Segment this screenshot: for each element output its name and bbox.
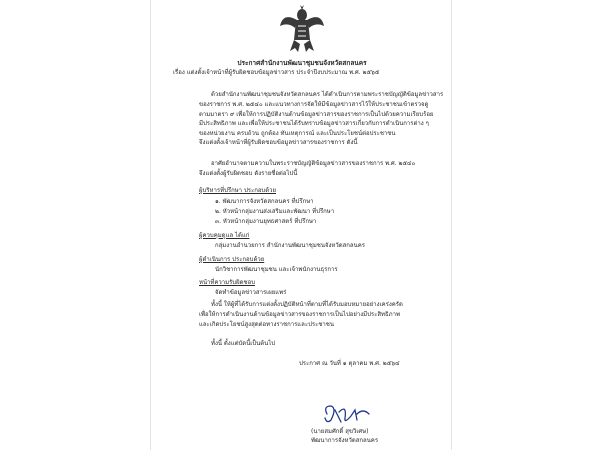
body-line: อาศัยอำนาจตามความในพระราชบัญญัติข้อมูลข่าวสารของราชการ พ.ศ. ๒๕๔๐ bbox=[211, 160, 416, 167]
garuda-emblem-icon bbox=[279, 4, 325, 54]
section-line: นักวิชาการพัฒนาชุมชน และเจ้าพนักงานธุรการ bbox=[215, 266, 338, 273]
document-title: ประกาศสำนักงานพัฒนาชุมชนจังหวัดสกลนคร bbox=[237, 59, 367, 67]
section-line: ๑. พัฒนาการจังหวัดสกลนคร ที่ปรึกษา bbox=[215, 198, 314, 205]
section-line: ๒. หัวหน้ากลุ่มงานส่งเสริมและพัฒนา ที่ปรึกษา bbox=[215, 208, 335, 215]
date-line: ประกาศ ณ วันที่ ๑ ตุลาคม พ.ศ. ๒๕๖๔ bbox=[299, 360, 400, 367]
document-page bbox=[150, 0, 452, 450]
closing-line: ทั้งนี้ ตั้งแต่บัดนี้เป็นต้นไป bbox=[211, 340, 276, 347]
section-line: กลุ่มงานอำนวยการ สำนักงานพัฒนาชุมชนจังหวัดสกลนคร bbox=[215, 242, 365, 249]
body-line: มีประสิทธิภาพ และเพื่อให้ประชาชนได้รับทราบข้อมูลข่าวสารเกี่ยวกับการดำเนินการต่าง ๆ bbox=[199, 120, 429, 127]
closing-line: เพื่อให้การดำเนินงานด้านข้อมูลข่าวสารของราชการเป็นไปอย่างมีประสิทธิภาพ bbox=[199, 311, 400, 318]
body-line: ด้วยสำนักงานพัฒนาชุมชนจังหวัดสกลนคร ได้ดำเนินการตามพระราชบัญญัติข้อมูลข่าวสาร bbox=[211, 91, 444, 98]
body-line: จึงแต่งตั้งเจ้าหน้าที่ผู้รับผิดชอบข้อมูลข่าวสารของราชการ ดังนี้ bbox=[199, 139, 358, 146]
section-heading: หน้าที่ความรับผิดชอบ bbox=[199, 279, 256, 286]
section-heading: ผู้บริหารที่ปรึกษา ประกอบด้วย bbox=[199, 187, 277, 194]
section-line: จัดทำข้อมูลข่าวสารเผยแพร่ bbox=[215, 289, 287, 296]
signature bbox=[317, 402, 375, 426]
body-line: ของหน่วยงาน ครบถ้วน ถูกต้อง ทันเหตุการณ์ และเป็นประโยชน์ต่อประชาชน bbox=[199, 130, 396, 137]
body-line: ของราชการ พ.ศ. ๒๕๔๐ และแนวทางการจัดให้มีข้อมูลข่าวสารไว้ให้ประชาชนเข้าตรวจดู bbox=[199, 101, 429, 108]
section-line: ๓. หัวหน้ากลุ่มงานยุทธศาสตร์ ที่ปรึกษา bbox=[215, 218, 317, 225]
closing-line: ทั้งนี้ ให้ผู้ที่ได้รับการแต่งตั้งปฏิบัติหน้าที่ตามที่ได้รับมอบหมายอย่างเคร่งครัด bbox=[211, 301, 403, 308]
closing-line: และเกิดประโยชน์สูงสุดต่อทางราชการและประชาชน bbox=[199, 321, 334, 328]
signer-title: พัฒนาการจังหวัดสกลนคร bbox=[311, 437, 379, 444]
body-line: จึงแต่งตั้งผู้รับผิดชอบ ดังรายชื่อต่อไปนี้ bbox=[199, 170, 298, 177]
document-subject: เรื่อง แต่งตั้งเจ้าหน้าที่ผู้รับผิดชอบข้อมูลข่าวสาร ประจำปีงบประมาณ พ.ศ. ๒๕๖๕ bbox=[173, 69, 380, 76]
section-heading: ผู้ควบคุมดูแล ได้แก่ bbox=[199, 232, 250, 239]
signer-name: (นายสมศักดิ์ สุขวิเศษ) bbox=[311, 428, 369, 435]
body-line: ตามมาตรา ๙ เพื่อให้การปฏิบัติงานด้านข้อมูลข่าวสารของราชการเป็นไปด้วยความเรียบร้อย bbox=[199, 111, 434, 118]
section-heading: ผู้ดำเนินการ ประกอบด้วย bbox=[199, 256, 265, 263]
